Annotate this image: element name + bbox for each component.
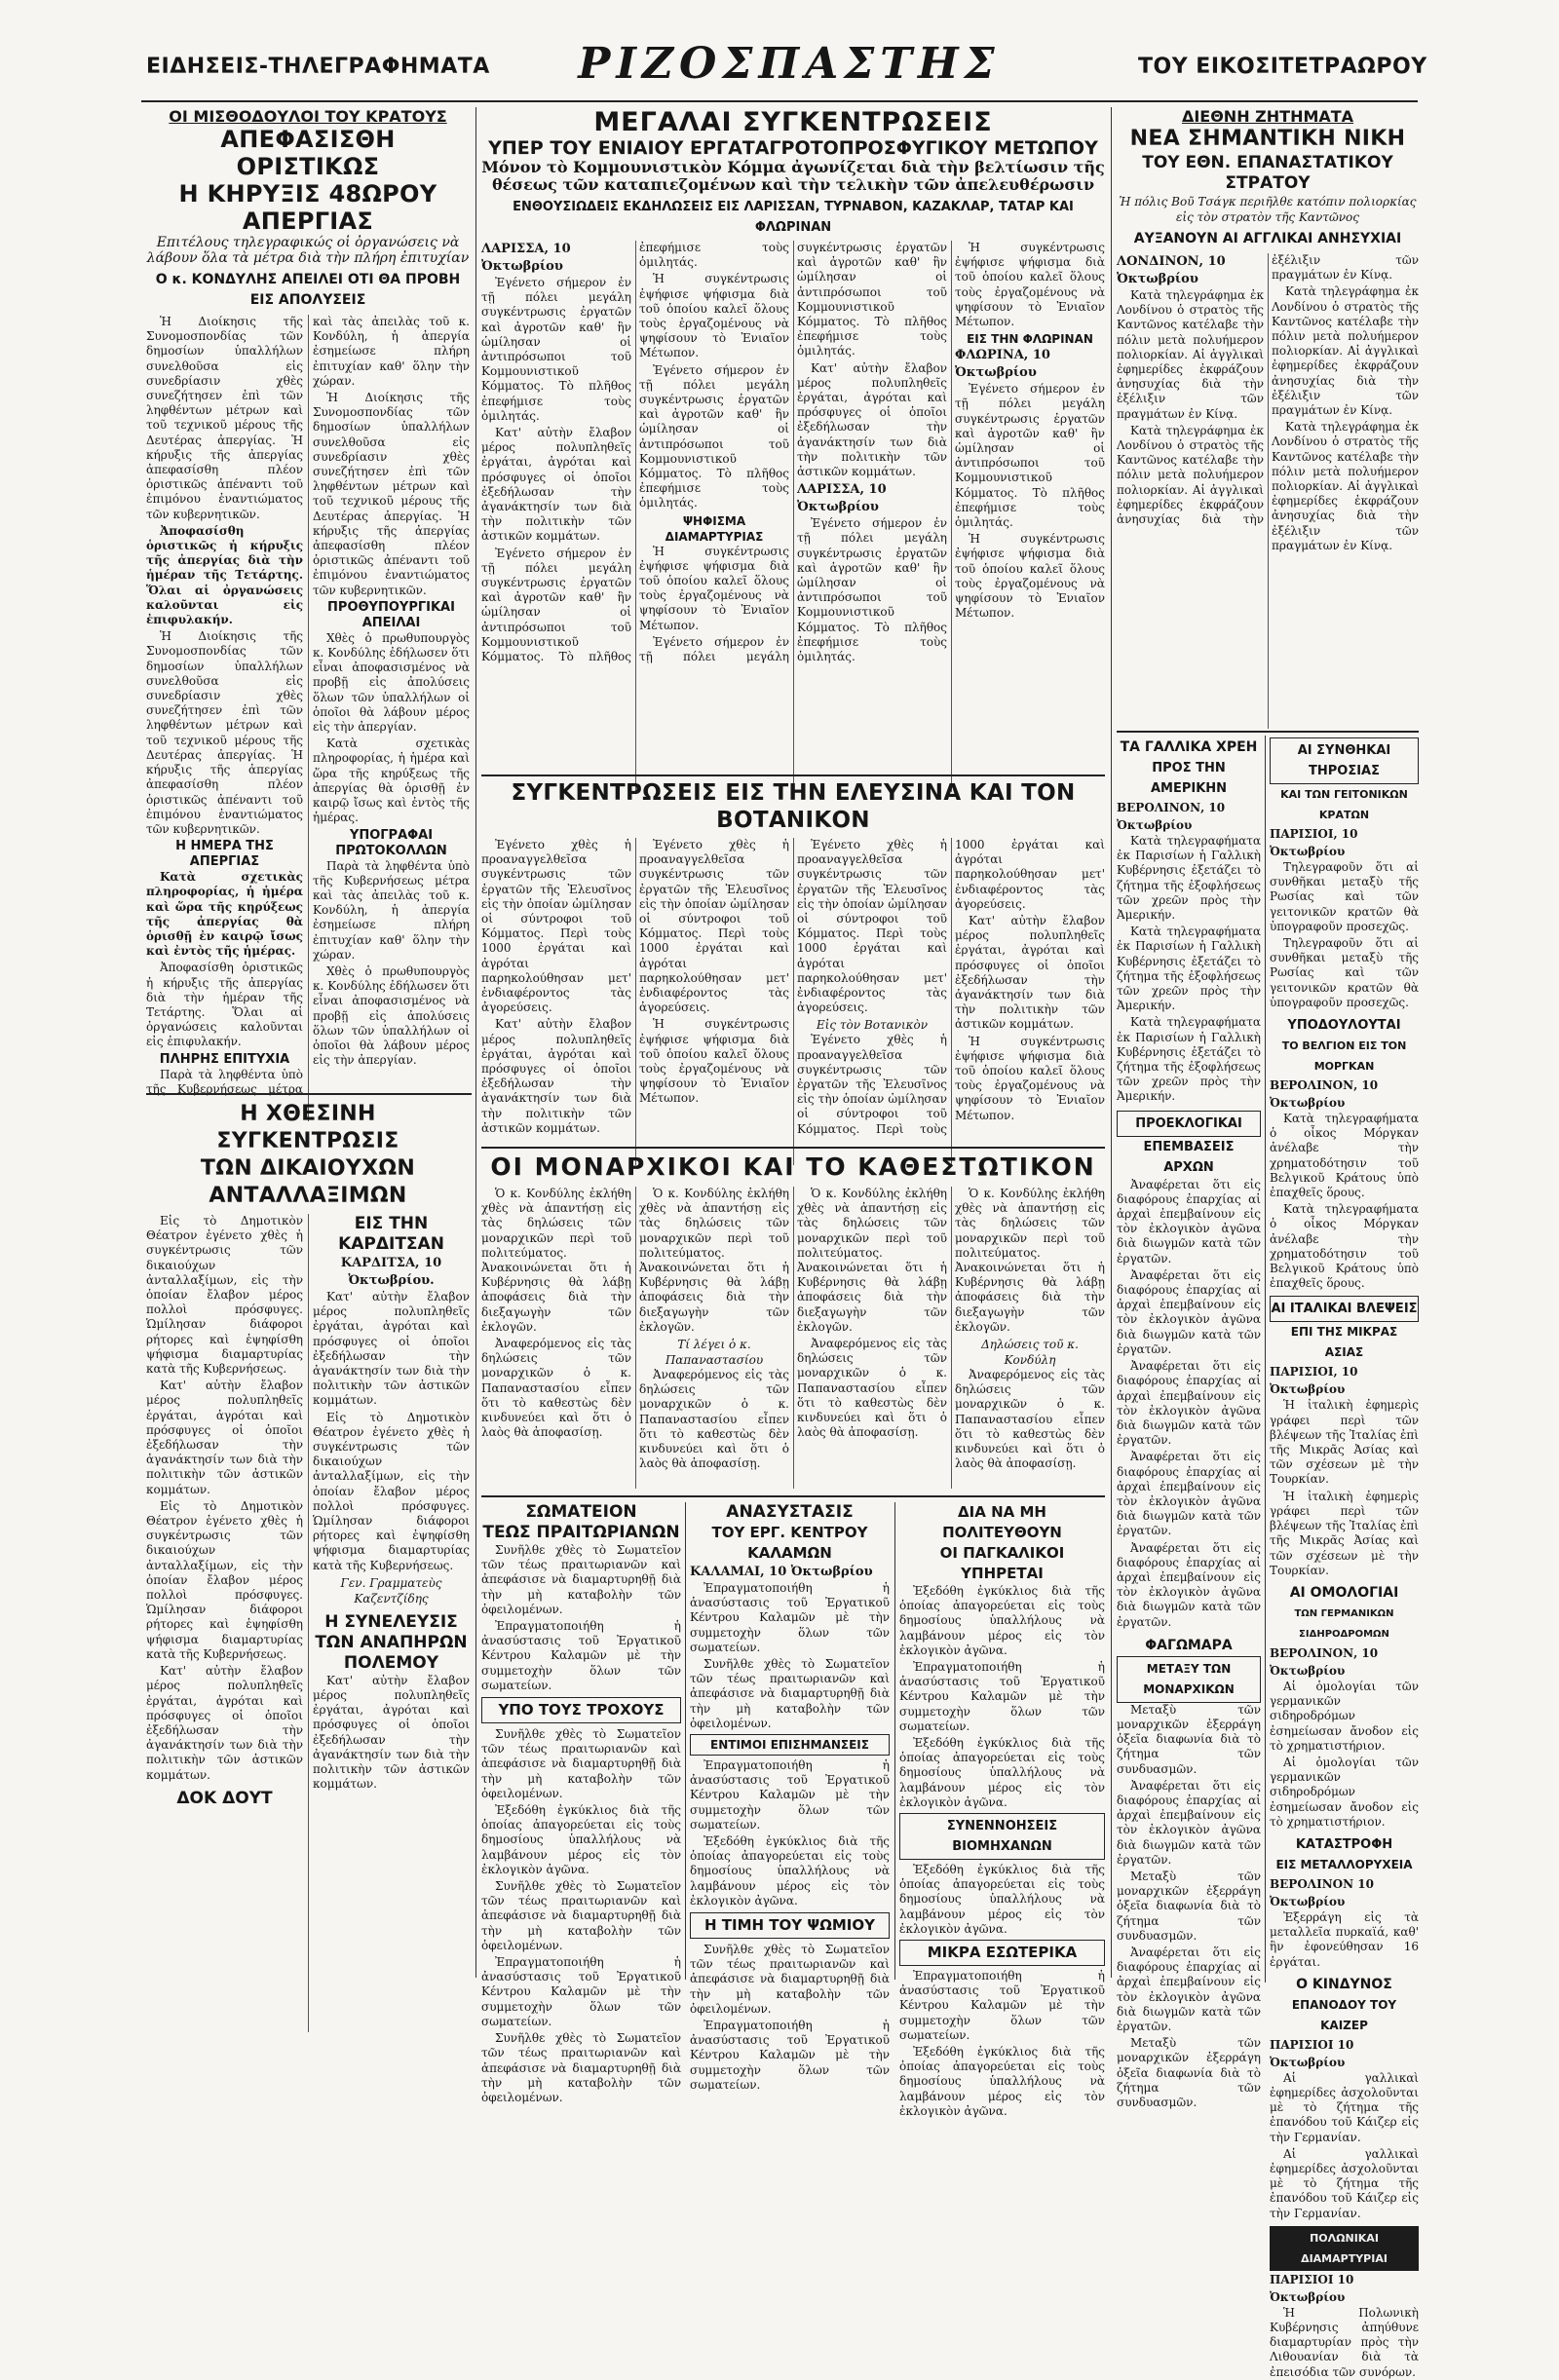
brief-headline-2: ΤΟ ΒΕΛΓΙΟΝ ΕΙΣ ΤΟΝ ΜΟΡΓΚΑΝ [1281,1039,1407,1074]
column-divider-1 [475,107,476,1978]
dateline: ΚΑΛΑΜΑΙ, 10 Ὀκτωβρίου [690,1565,873,1579]
paragraph: Κατ' αὐτὴν ἔλαβον μέρος πολυπληθεῖς ἐργάται, ἀγρόται καὶ πρόσφυγες οἱ ὁποῖοι ἐξεδήλωσαν τὴν ἀγανάκτησίν των διὰ τὴν πολιτικὴν τῶν ἀστικῶν κομμάτων. [146,1664,303,1782]
article-praetorians [481,1502,681,2104]
subarticle-headline: ΣΥΝΕΝΝΟΗΣΕΙΣ ΒΙΟΜΗΧΑΝΩΝ [899,1813,1105,1860]
article-kicker: ΔΙΕΘΝΗ ΖΗΤΗΜΑΤΑ [1181,107,1354,126]
article-eleusis [481,779,1105,1142]
paragraph: Κατ' αὐτὴν ἔλαβον μέρος πολυπληθεῖς ἐργάται, ἀγρόται καὶ πρόσφυγες οἱ ὁποῖοι ἐξεδήλωσαν τὴν ἀγανάκτησίν των διὰ τὴν πολιτικὴν τῶν ἀστικῶν κομμάτων. [146,1379,303,1496]
paragraph: Ἐπραγματοποιήθη ἡ ἀνασύστασις τοῦ Ἐργατικοῦ Κέντρου Καλαμῶν μὲ τὴν συμμετοχὴν ὅλων τῶν σωματείων. [690,2019,890,2092]
article-columns [481,1187,1105,1489]
paragraph: Ἡ συγκέντρωσις ἐψήφισε ψήφισμα διὰ τοῦ ὁποίου καλεῖ ὅλους τοὺς ἐργαζομένους νὰ ψηφίσουν τὸ Ἑνιαῖον Μέτωπον. [955,1034,1105,1122]
paragraph: Εἰς τὸ Δημοτικὸν Θέατρον ἐγένετο χθὲς ἡ συγκέντρωσις τῶν δικαιούχων ἀνταλλαξίμων, εἰς τὴν ὁποίαν ἔλαβον μέρος πολλοὶ πρόσφυγες. Ὡμίλησαν διάφοροι ρήτορες καὶ ἐψηφίσθη ψήφισμα διαμαρτυρίας κατὰ τῆς Κυβερνήσεως. [313,1410,470,1572]
paragraph: Συνῆλθε χθὲς τὸ Σωματεῖον τῶν τέως πραιτωριανῶν καὶ ἀπεφάσισε νὰ διαμαρτυρηθῇ διὰ τὴν μὴ καταβολὴν τῶν ὀφειλομένων. [690,1943,890,2016]
article-subhead: ΑΥΞΑΝΟΥΝ ΑΙ ΑΓΓΛΙΚΑΙ ΑΝΗΣΥΧΙΑΙ [1133,231,1402,246]
paragraph: Ἐγένετο σήμερον ἐν τῇ πόλει μεγάλη συγκέντρωσις ἐργατῶν καὶ ἀγροτῶν καθ' ἣν ὡμίλησαν οἱ ἀντιπρόσωποι τοῦ Κομμουνιστικοῦ Κόμματος. Τὸ πλῆθος ἐπεφήμισε τοὺς ὁμιλητάς. [481,241,789,664]
subarticle-headline: ΔΟΚ ΔΟΥΤ [176,1788,273,1808]
subarticle-headline: ΤΑ ΓΑΛΛΙΚΑ ΧΡΕΗ [1120,739,1258,755]
paragraph: Ἀναφέρεται ὅτι εἰς διαφόρους ἐπαρχίας αἱ ἀρχαὶ ἐπεμβαίνουν εἰς τὸν ἐκλογικὸν ἀγῶνα διὰ διωγμῶν κατὰ τῶν ἐργατῶν. [1117,1450,1261,1538]
paragraph: Ἡ Διοίκησις τῆς Συνομοσπονδίας τῶν δημοσίων ὑπαλλήλων συνελθοῦσα εἰς συνεδρίασιν χθὲς συνεζήτησεν ἐπὶ τῶν ληφθέντων μέτρων καὶ τοῦ τεχνικοῦ μέρους τῆς Δευτέρας ἀπεργίας. Ἡ κήρυξις τῆς ἀπεργίας ἀπεφασίσθη πλέον ὁριστικῶς ἀπέναντι τοῦ ἐπιμόνου ἐναντιώματος τῶν κυβερνητικῶν. [313,391,470,597]
paragraph: Ἀναφέρεται ὅτι εἰς διαφόρους ἐπαρχίας αἱ ἀρχαὶ ἐπεμβαίνουν εἰς τὸν ἐκλογικὸν ἀγῶνα διὰ διωγμῶν κατὰ τῶν ἐργατῶν. [1117,1267,1261,1356]
paragraph: Κατ' αὐτὴν ἔλαβον μέρος πολυπληθεῖς ἐργάται, ἀγρόται καὶ πρόσφυγες οἱ ὁποῖοι ἐξεδήλωσαν τὴν ἀγανάκτησίν των διὰ τὴν πολιτικὴν τῶν ἀστικῶν κομμάτων. [955,914,1105,1032]
article-headline: ΑΝΑΣΥΣΤΑΣΙΣ [726,1502,854,1522]
article-strike [146,107,470,1096]
brief-headline-2: ΚΑΙ ΤΩΝ ΓΕΙΤΟΝΙΚΩΝ ΚΡΑΤΩΝ [1280,788,1408,821]
paragraph: Κατ' αὐτὴν ἔλαβον μέρος πολυπληθεῖς ἐργάται, ἀγρόται καὶ πρόσφυγες οἱ ὁποῖοι ἐξεδήλωσαν τὴν ἀγανάκτησίν των διὰ τὴν πολιτικὴν τῶν ἀστικῶν κομμάτων. [313,1673,470,1792]
article-headline-2: ΤΟΥ ΕΡΓ. ΚΕΝΤΡΟΥ ΚΑΛΑΜΩΝ [711,1524,868,1562]
subheading: Εἰς τὸν Βοτανικὸν [816,1018,929,1033]
paragraph: Αἱ ὁμολογίαι τῶν γερμανικῶν σιδηροδρόμων ἐσημείωσαν ἄνοδον εἰς τὸ χρηματιστήριον. [1270,1679,1419,1753]
paragraph: Αἱ γαλλικαὶ ἐφημερίδες ἀσχολοῦνται μὲ τὸ ζήτημα τῆς ἐπανόδου τοῦ Κάιζερ εἰς τὴν Γερμανίαν. [1270,2070,1419,2144]
subheading: Τί λέγει ὁ κ. Παπαναστασίου [665,1338,764,1368]
brief-headline: ΑΙ ΟΜΟΛΟΓΙΑΙ [1289,1584,1399,1601]
paragraph: Ἀναφέρεται ὅτι εἰς διαφόρους ἐπαρχίας αἱ ἀρχαὶ ἐπεμβαίνουν εἰς τὸν ἐκλογικὸν ἀγῶνα διὰ διωγμῶν κατὰ τῶν ἐργατῶν. [1117,1540,1261,1629]
dateline: ΠΑΡΙΣΙΟΙ, 10 Ὀκτωβρίου [1270,827,1358,858]
article-headline: ΔΙΑ ΝΑ ΜΗ ΠΟΛΙΤΕΥΘΟΥΝ [942,1503,1062,1541]
paragraph: Ὁ κ. Κονδύλης ἐκλήθη χθὲς νὰ ἀπαντήσῃ εἰς τὰς δηλώσεις τῶν μοναρχικῶν περὶ τοῦ πολιτεύματος. Ἀνακοινώνεται ὅτι ἡ Κυβέρνησις θὰ λάβῃ ἀποφάσεις διὰ τὴν διεξαγωγὴν τῶν ἐκλογῶν. [481,1187,631,1334]
brief-headline: Ο ΚΙΝΔΥΝΟΣ [1296,1976,1392,1992]
article-deck: Ἡ πόλις Βοῦ Τσάγκ περιῆλθε κατόπιν πολιορκίας εἰς τὸν στρατὸν τῆς Καντῶνος [1119,195,1417,224]
divider [481,774,1105,776]
paragraph: Ἐπραγματοποιήθη ἡ ἀνασύστασις τοῦ Ἐργατικοῦ Κέντρου Καλαμῶν μὲ τὴν συμμετοχὴν ὅλων τῶν σωματείων. [690,1758,890,1832]
paragraph: Κατ' αὐτὴν ἔλαβον μέρος πολυπληθεῖς ἐργάται, ἀγρόται καὶ πρόσφυγες οἱ ὁποῖοι ἐξεδήλωσαν τὴν ἀγανάκτησίν των διὰ τὴν πολιτικὴν τῶν ἀστικῶν κομμάτων. [797,360,947,479]
article-headline-2: ΤΩΝ ΔΙΚΑΙΟΥΧΩΝ ΑΝΤΑΛΛΑΞΙΜΩΝ [200,1156,416,1208]
subarticle-headline-2: ΕΠΕΜΒΑΣΕΙΣ ΑΡΧΩΝ [1143,1139,1235,1175]
dateline: ΠΑΡΙΣΙΟΙ, 10 Ὀκτωβρίου [1270,1365,1358,1397]
paragraph: Κατ' αὐτὴν ἔλαβον μέρος πολυπληθεῖς ἐργάται, ἀγρόται καὶ πρόσφυγες οἱ ὁποῖοι ἐξεδήλωσαν τὴν ἀγανάκτησίν των διὰ τὴν πολιτικὴν τῶν ἀστικῶν κομμάτων. [481,426,631,544]
dateline: ΠΑΡΙΣΙΟΙ 10 Ὀκτωβρίου [1270,2037,1354,2069]
brief-headline: ΑΙ ΣΥΝΘΗΚΑΙ ΤΗΡΟΣΙΑΣ [1270,737,1419,784]
paragraph: Εἰς τὸ Δημοτικὸν Θέατρον ἐγένετο χθὲς ἡ συγκέντρωσις τῶν δικαιούχων ἀνταλλαξίμων, εἰς τὴν ὁποίαν ἔλαβον μέρος πολλοὶ πρόσφυγες. Ὡμίλησαν διάφοροι ρήτορες καὶ ἐψηφίσθη ψήφισμα διαμαρτυρίας κατὰ τῆς Κυβερνήσεως. [146,1498,303,1661]
paragraph: Χθὲς ὁ πρωθυπουργὸς κ. Κονδύλης ἐδήλωσεν ὅτι εἶναι ἀποφασισμένος νὰ προβῇ εἰς ἀπολύσεις ὅλων τῶν ὑπαλλήλων οἱ ὁποῖοι θὰ λάβουν μέρος εἰς τὴν ἀπεργίαν. [313,630,470,735]
dateline: ΒΕΡΟΛΙΝΟΝ 10 Ὀκτωβρίου [1270,1876,1374,1908]
dateline: ΚΑΡΔΙΤΣΑ, 10 Ὀκτωβρίου. [340,1256,442,1288]
paragraph: Ἐπραγματοποιήθη ἡ ἀνασύστασις τοῦ Ἐργατικοῦ Κέντρου Καλαμῶν μὲ τὴν συμμετοχὴν ὅλων τῶν σωματείων. [899,1969,1105,2042]
article-exchangeables [146,1101,470,1983]
signature: Γεν. Γραμματεὺς Καζεντζίδης [340,1575,442,1606]
paragraph: Ἀναφέρεται ὅτι εἰς διαφόρους ἐπαρχίας αἱ ἀρχαὶ ἐπεμβαίνουν εἰς τὸν ἐκλογικὸν ἀγῶνα διὰ διωγμῶν κατὰ τῶν ἐργατῶν. [1117,1359,1261,1448]
subarticle-headline: ΠΡΟΕΚΛΟΓΙΚΑΙ [1117,1111,1261,1137]
paragraph: Κατὰ τηλεγραφήματα ὁ οἶκος Μόργκαν ἀνέλαβε τὴν χρηματοδότησιν τοῦ Βελγικοῦ Κράτους ὑπὸ ἐπαχθεῖς ὅρους. [1270,1112,1419,1200]
paragraph: Ἐγένετο χθὲς ἡ προαναγγελθεῖσα συγκέντρωσις τῶν ἐργατῶν τῆς Ἐλευσῖνος εἰς τὴν ὁποίαν ὡμίλησαν οἱ σύντροφοι τοῦ Κόμματος. Περὶ τοὺς 1000 ἐργάται καὶ ἀγρόται παρηκολούθησαν μετ' ἐνδιαφέροντος τὰς ἀγορεύσεις. [481,838,631,1015]
paragraph: Ἀναφέρεται ὅτι εἰς διαφόρους ἐπαρχίας αἱ ἀρχαὶ ἐπεμβαίνουν εἰς τὸν ἐκλογικὸν ἀγῶνα διὰ διωγμῶν κατὰ τῶν ἐργατῶν. [1117,1177,1261,1266]
paragraph: Μεταξὺ τῶν μοναρχικῶν ἐξερράγη ὀξεῖα διαφωνία διὰ τὸ ζήτημα τῶν συνδυασμῶν. [1117,1702,1261,1776]
paragraph: Ὁ κ. Κονδύλης ἐκλήθη χθὲς νὰ ἀπαντήσῃ εἰς τὰς δηλώσεις τῶν μοναρχικῶν περὶ τοῦ πολιτεύματος. Ἀνακοινώνεται ὅτι ἡ Κυβέρνησις θὰ λάβῃ ἀποφάσεις διὰ τὴν διεξαγωγὴν τῶν ἐκλογῶν. [797,1187,947,1334]
subarticle-headline-2: ΜΕΤΑΞΥ ΤΩΝ ΜΟΝΑΡΧΙΚΩΝ [1117,1656,1261,1703]
dateline: ΛΟΝΔΙΝΟΝ, 10 Ὀκτωβρίου [1117,254,1226,286]
article-columns [146,315,470,1121]
subheading: ΠΡΟΘΥΠΟΥΡΓΙΚΑΙ ΑΠΕΙΛΑΙ [327,599,455,630]
subarticle-headline: Η ΣΥΝΕΛΕΥΣΙΣ [324,1611,458,1632]
dateline: ΒΕΡΟΛΙΝΟΝ, 10 Ὀκτωβρίου [1117,801,1226,832]
paragraph: Ἐπραγματοποιήθη ἡ ἀνασύστασις τοῦ Ἐργατικοῦ Κέντρου Καλαμῶν μὲ τὴν συμμετοχὴν ὅλων τῶν σωματείων. [899,1660,1105,1733]
paragraph: Ἡ Διοίκησις τῆς Συνομοσπονδίας τῶν δημοσίων ὑπαλλήλων συνελθοῦσα εἰς συνεδρίασιν χθὲς συνεζήτησεν ἐπὶ τῶν ληφθέντων μέτρων καὶ τοῦ τεχνικοῦ μέρους τῆς Δευτέρας ἀπεργίας. Ἡ κήρυξις τῆς ἀπεργίας ἀπεφασίσθη πλέον ὁριστικῶς ἀπέναντι τοῦ ἐπιμόνου ἐναντιώματος τῶν κυβερνητικῶν. [146,315,303,521]
paragraph: Ἐγένετο σήμερον ἐν τῇ πόλει μεγάλη συγκέντρωσις ἐργατῶν καὶ ἀγροτῶν καθ' ἣν ὡμίλησαν οἱ ἀντιπρόσωποι τοῦ Κομμουνιστικοῦ Κόμματος. Τὸ πλῆθος ἐπεφήμισε τοὺς ὁμιλητάς. [639,362,789,510]
subheading: ΨΗΦΙΣΜΑ ΔΙΑΜΑΡΤΥΡΙΑΣ [665,513,764,544]
article-headline-2: ΤΕΩΣ ΠΡΑΙΤΩΡΙΑΝΩΝ [482,1523,680,1542]
paragraph: Ἀναφερόμενος εἰς τὰς δηλώσεις τῶν μοναρχικῶν ὁ κ. Παπαναστασίου εἶπεν ὅτι τὸ καθεστὼς δὲν κινδυνεύει καὶ ὅτι ὁ λαὸς θὰ ἀποφασίσῃ. [797,1337,947,1440]
brief-headline: ΠΟΛΩΝΙΚΑΙ ΔΙΑΜΑΡΤΥΡΙΑΙ [1270,2226,1419,2271]
subheading: ΕΙΣ ΤΗΝ ΦΛΩΡΙΝΑΝ [967,332,1093,347]
subheading: Η ΗΜΕΡΑ ΤΗΣ ΑΠΕΡΓΙΑΣ [175,839,274,870]
article-headline: ΜΕΓΑΛΑΙ ΣΥΓΚΕΝΤΡΩΣΕΙΣ [593,107,993,137]
paragraph: Ἐξεδόθη ἐγκύκλιος διὰ τῆς ὁποίας ἀπαγορεύεται εἰς τοὺς δημοσίους ὑπαλλήλους νὰ λαμβάνουν μέρος εἰς τὸν ἐκλογικὸν ἀγῶνα. [899,1584,1105,1657]
paragraph: Ἡ συγκέντρωσις ἐψήφισε ψήφισμα διὰ τοῦ ὁποίου καλεῖ ὅλους τοὺς ἐργαζομένους νὰ ψηφίσουν τὸ Ἑνιαῖον Μέτωπον. [639,1017,789,1106]
paragraph: Ἐγένετο σήμερον ἐν τῇ πόλει μεγάλη συγκέντρωσις ἐργατῶν καὶ ἀγροτῶν καθ' ἣν ὡμίλησαν οἱ ἀντιπρόσωποι τοῦ Κομμουνιστικοῦ Κόμματος. Τὸ πλῆθος ἐπεφήμισε τοὺς ὁμιλητάς. [955,382,1105,530]
column-divider [685,1502,686,1980]
article-china [1117,107,1419,726]
paragraph: Χθὲς ὁ πρωθυπουργὸς κ. Κονδύλης ἐδήλωσεν ὅτι εἶναι ἀποφασισμένος νὰ προβῇ εἰς ἀπολύσεις ὅλων τῶν ὑπαλλήλων οἱ ὁποῖοι θὰ λάβουν μέρος εἰς τὴν ἀπεργίαν. [313,963,470,1068]
paragraph: Ἐγένετο χθὲς ἡ προαναγγελθεῖσα συγκέντρωσις τῶν ἐργατῶν τῆς Ἐλευσῖνος εἰς τὴν ὁποίαν ὡμίλησαν οἱ σύντροφοι τοῦ Κόμματος. Περὶ τοὺς 1000 ἐργάται καὶ ἀγρόται παρηκολούθησαν μετ' ἐνδιαφέροντος τὰς ἀγορεύσεις. [797,838,947,1015]
subarticle-headline: ΜΙΚΡΑ ΕΣΩΤΕΡΙΚΑ [899,1940,1105,1966]
paragraph: Κατὰ τηλεγραφήματα ἐκ Παρισίων ἡ Γαλλικὴ Κυβέρνησις ἐξετάζει τὸ ζήτημα τῆς ἐξοφλήσεως τῶν χρεῶν πρὸς τὴν Ἀμερικήν. [1117,834,1261,923]
article-monarchists [481,1152,1105,1491]
paragraph: Ἐξεδόθη ἐγκύκλιος διὰ τῆς ὁποίας ἀπαγορεύεται εἰς τοὺς δημοσίους ὑπαλλήλους νὰ λαμβάνουν μέρος εἰς τὸν ἐκλογικὸν ἀγῶνα. [481,1803,681,1876]
paragraph: Αἱ ὁμολογίαι τῶν γερμανικῶν σιδηροδρόμων ἐσημείωσαν ἄνοδον εἰς τὸ χρηματιστήριον. [1270,1755,1419,1829]
column-divider-2 [1111,107,1112,1978]
paragraph: Ἐξεδόθη ἐγκύκλιος διὰ τῆς ὁποίας ἀπαγορεύεται εἰς τοὺς δημοσίους ὑπαλλήλους νὰ λαμβάνουν μέρος εἰς τὸν ἐκλογικὸν ἀγῶνα. [690,1834,890,1908]
paragraph: Ἀναφερόμενος εἰς τὰς δηλώσεις τῶν μοναρχικῶν ὁ κ. Παπαναστασίου εἶπεν ὅτι τὸ καθεστὼς δὲν κινδυνεύει καὶ ὅτι ὁ λαὸς θὰ ἀποφασίσῃ. [955,1368,1105,1471]
paragraph: Συνῆλθε χθὲς τὸ Σωματεῖον τῶν τέως πραιτωριανῶν καὶ ἀπεφάσισε νὰ διαμαρτυρηθῇ διὰ τὴν μὴ καταβολὴν τῶν ὀφειλομένων. [481,1543,681,1616]
paragraph: Εἰς τὸ Δημοτικὸν Θέατρον ἐγένετο χθὲς ἡ συγκέντρωσις τῶν δικαιούχων ἀνταλλαξίμων, εἰς τὴν ὁποίαν ἔλαβον μέρος πολλοὶ πρόσφυγες. Ὡμίλησαν διάφοροι ρήτορες καὶ ἐψηφίσθη ψήφισμα διαμαρτυρίας κατὰ τῆς Κυβερνήσεως. [146,1214,303,1377]
paragraph: Ἐξεδόθη ἐγκύκλιος διὰ τῆς ὁποίας ἀπαγορεύεται εἰς τοὺς δημοσίους ὑπαλλήλους νὰ λαμβάνουν μέρος εἰς τὸν ἐκλογικὸν ἀγῶνα. [899,2045,1105,2118]
article-headline: ΑΠΕΦΑΣΙΣΘΗ ΟΡΙΣΤΙΚΩΣ [220,126,396,180]
article-headline: ΝΕΑ ΣΗΜΑΝΤΙΚΗ ΝΙΚΗ [1129,127,1406,151]
paragraph: Ἐγένετο σήμερον ἐν τῇ πόλει μεγάλη συγκέντρωσις ἐργατῶν καὶ ἀγροτῶν καθ' ἣν ὡμίλησαν οἱ ἀντιπρόσωποι τοῦ Κομμουνιστικοῦ Κόμματος. Τὸ πλῆθος ἐπεφήμισε τοὺς ὁμιλητάς. [481,276,631,423]
paragraph: Ἀναφέρεται ὅτι εἰς διαφόρους ἐπαρχίας αἱ ἀρχαὶ ἐπεμβαίνουν εἰς τὸν ἐκλογικὸν ἀγῶνα διὰ διωγμῶν κατὰ τῶν ἐργατῶν. [1117,1946,1261,2034]
paragraph: Ἡ ἰταλικὴ ἐφημερὶς γράφει περὶ τῶν βλέψεων τῆς Ἰταλίας ἐπὶ τῆς Μικρᾶς Ἀσίας καὶ τῶν σχέσεων μὲ τὴν Τουρκίαν. [1270,1489,1419,1577]
paragraph: Ὁ κ. Κονδύλης ἐκλήθη χθὲς νὰ ἀπαντήσῃ εἰς τὰς δηλώσεις τῶν μοναρχικῶν περὶ τοῦ πολιτεύματος. Ἀνακοινώνεται ὅτι ἡ Κυβέρνησις θὰ λάβῃ ἀποφάσεις διὰ τὴν διεξαγωγὴν τῶν ἐκλογῶν. [639,1187,789,1334]
brief-headline: ΑΙ ΙΤΑΛΙΚΑΙ ΒΛΕΨΕΙΣ [1270,1296,1419,1322]
paragraph: Κατὰ τηλεγράφημα ἐκ Λονδίνου ὁ στρατὸς τῆς Καντῶνος κατέλαβε τὴν πόλιν μετὰ πολυήμερον πολιορκίαν. Αἱ ἀγγλικαὶ ἐφημερίδες ἐκφράζουν ἀνησυχίας διὰ τὴν ἐξέλιξιν τῶν πραγμάτων ἐν Κίνᾳ. [1272,284,1419,418]
subarticle-headline-2: ΤΩΝ ΑΝΑΠΗΡΩΝ ΠΟΛΕΜΟΥ [315,1632,468,1673]
paragraph: Ἡ ἰταλικὴ ἐφημερὶς γράφει περὶ τῶν βλέψεων τῆς Ἰταλίας ἐπὶ τῆς Μικρᾶς Ἀσίας καὶ τῶν σχέσεων μὲ τὴν Τουρκίαν. [1270,1398,1419,1487]
paragraph: Ἀποφασίσθη ὁριστικῶς ἡ κήρυξις τῆς ἀπεργίας διὰ τὴν ἡμέραν τῆς Τετάρτης. Ὅλαι αἱ ὀργανώσεις καλοῦνται εἰς ἐπιφυλακήν. [146,961,303,1049]
paragraph: Μεταξὺ τῶν μοναρχικῶν ἐξερράγη ὀξεῖα διαφωνία διὰ τὸ ζήτημα τῶν συνδυασμῶν. [1117,1869,1261,1943]
col4-briefs [1270,737,1419,2379]
dateline: ΦΛΩΡΙΝΑ, 10 Ὀκτωβρίου [955,348,1050,381]
paragraph: Κατ' αὐτὴν ἔλαβον μέρος πολυπληθεῖς ἐργάται, ἀγρόται καὶ πρόσφυγες οἱ ὁποῖοι ἐξεδήλωσαν τὴν ἀγανάκτησίν των διὰ τὴν πολιτικὴν τῶν ἀστικῶν κομμάτων. [313,1290,470,1408]
masthead-rule [141,100,1418,102]
article-columns [1117,253,1419,729]
column-divider [1265,736,1266,1983]
subheading: ΠΛΗΡΗΣ ΕΠΙΤΥΧΙΑ [159,1051,290,1067]
section-title-left: ΕΙΔΗΣΕΙΣ-ΤΗΛΕΓΡΑΦΗΜΑΤΑ [146,55,490,79]
article-deck: Μόνον τὸ Κομμουνιστικὸν Κόμμα ἀγωνίζεται διὰ τὴν βελτίωσιν τῆς θέσεως τῶν καταπιεζομένων καὶ τὴν τελικὴν τῶν ἀπελευθέρωσιν [481,158,1105,194]
col3-lower [1117,737,1261,2110]
brief-headline-2: ΕΠΑΝΟΔΟΥ ΤΟΥ ΚΑΙΖΕΡ [1291,1997,1397,2032]
article-headline-2: ΥΠΕΡ ΤΟΥ ΕΝΙΑΙΟΥ ΕΡΓΑΤΑΓΡΟΤΟΠΡΟΣΦΥΓΙΚΟΥ ΜΕΤΩΠΟΥ [488,137,1098,159]
paragraph: Ἐγένετο χθὲς ἡ προαναγγελθεῖσα συγκέντρωσις τῶν ἐργατῶν τῆς Ἐλευσῖνος εἰς τὴν ὁποίαν ὡμίλησαν οἱ σύντροφοι τοῦ Κόμματος. Περὶ τοὺς 1000 ἐργάται καὶ ἀγρόται παρηκολούθησαν μετ' ἐνδιαφέροντος τὰς ἀγορεύσεις. [639,838,789,1015]
brief-headline-2: ΕΠΙ ΤΗΣ ΜΙΚΡΑΣ ΑΣΙΑΣ [1290,1325,1398,1360]
paragraph: Ἐγένετο χθὲς ἡ προαναγγελθεῖσα συγκέντρωσις τῶν ἐργατῶν τῆς Ἐλευσῖνος εἰς τὴν ὁποίαν ὡμίλησαν οἱ σύντροφοι τοῦ Κόμματος. Περὶ τοὺς 1000 ἐργάται καὶ ἀγρόται παρηκολούθησαν μετ' ἐνδιαφέροντος τὰς ἀγορεύσεις. [797,838,1105,1136]
paragraph: Τηλεγραφοῦν ὅτι αἱ συνθῆκαι μεταξὺ τῆς Ρωσίας καὶ τῶν γειτονικῶν κρατῶν θὰ ὑπογραφοῦν προσεχῶς. [1270,936,1419,1009]
paragraph: Ἀναφέρεται ὅτι εἰς διαφόρους ἐπαρχίας αἱ ἀρχαὶ ἐπεμβαίνουν εἰς τὸν ἐκλογικὸν ἀγῶνα διὰ διωγμῶν κατὰ τῶν ἐργατῶν. [1117,1778,1261,1867]
paragraph: Συνῆλθε χθὲς τὸ Σωματεῖον τῶν τέως πραιτωριανῶν καὶ ἀπεφάσισε νὰ διαμαρτυρηθῇ διὰ τὴν μὴ καταβολὴν τῶν ὀφειλομένων. [481,1879,681,1952]
divider [1117,731,1419,733]
paragraph: Ὁ κ. Κονδύλης ἐκλήθη χθὲς νὰ ἀπαντήσῃ εἰς τὰς δηλώσεις τῶν μοναρχικῶν περὶ τοῦ πολιτεύματος. Ἀνακοινώνεται ὅτι ἡ Κυβέρνησις θὰ λάβῃ ἀποφάσεις διὰ τὴν διεξαγωγὴν τῶν ἐκλογῶν. [955,1187,1105,1334]
paragraph: Ἐξεδόθη ἐγκύκλιος διὰ τῆς ὁποίας ἀπαγορεύεται εἰς τοὺς δημοσίους ὑπαλλήλους νὰ λαμβάνουν μέρος εἰς τὸν ἐκλογικὸν ἀγῶνα. [899,1736,1105,1809]
newspaper-title: ΡΙΖΟΣΠΑΣΤΗΣ [578,39,1001,89]
paragraph: Ἐξεδόθη ἐγκύκλιος διὰ τῆς ὁποίας ἀπαγορεύεται εἰς τοὺς δημοσίους ὑπαλλήλους νὰ λαμβάνουν μέρος εἰς τὸν ἐκλογικὸν ἀγῶνα. [899,1863,1105,1936]
paragraph: Ἐπραγματοποιήθη ἡ ἀνασύστασις τοῦ Ἐργατικοῦ Κέντρου Καλαμῶν μὲ τὴν συμμετοχὴν ὅλων τῶν σωματείων. [481,1619,681,1692]
paragraph: Ἡ συγκέντρωσις ἐψήφισε ψήφισμα διὰ τοῦ ὁποίου καλεῖ ὅλους τοὺς ἐργαζομένους νὰ ψηφίσουν τὸ Ἑνιαῖον Μέτωπον. [955,241,1105,329]
paragraph: Συνῆλθε χθὲς τὸ Σωματεῖον τῶν τέως πραιτωριανῶν καὶ ἀπεφάσισε νὰ διαμαρτυρηθῇ διὰ τὴν μὴ καταβολὴν τῶν ὀφειλομένων. [690,1657,890,1730]
paragraph: Ἐπραγματοποιήθη ἡ ἀνασύστασις τοῦ Ἐργατικοῦ Κέντρου Καλαμῶν μὲ τὴν συμμετοχὴν ὅλων τῶν σωματείων. [690,1581,890,1654]
brief-headline-2: ΕΙΣ ΜΕΤΑΛΛΟΡΥΧΕΙΑ [1275,1857,1413,1871]
dateline: ΛΑΡΙΣΣΑ, 10 Ὀκτωβρίου [797,482,887,515]
paragraph: Ἡ συγκέντρωσις ἐψήφισε ψήφισμα διὰ τοῦ ὁποίου καλεῖ ὅλους τοὺς ἐργαζομένους νὰ ψηφίσουν τὸ Ἑνιαῖον Μέτωπον. [639,272,789,360]
paragraph: Τηλεγραφοῦν ὅτι αἱ συνθῆκαι μεταξὺ τῆς Ρωσίας καὶ τῶν γειτονικῶν κρατῶν θὰ ὑπογραφοῦν προσεχῶς. [1270,860,1419,933]
paragraph: Ἐγένετο σήμερον ἐν τῇ πόλει μεγάλη συγκέντρωσις ἐργατῶν καὶ ἀγροτῶν καθ' ἣν ὡμίλησαν οἱ ἀντιπρόσωποι τοῦ Κομμουνιστικοῦ Κόμματος. Τὸ πλῆθος ἐπεφήμισε τοὺς ὁμιλητάς. [797,516,947,664]
paragraph: Ἡ Διοίκησις τῆς Συνομοσπονδίας τῶν δημοσίων ὑπαλλήλων συνελθοῦσα εἰς συνεδρίασιν χθὲς συνεζήτησεν ἐπὶ τῶν ληφθέντων μέτρων καὶ τοῦ τεχνικοῦ μέρους τῆς Δευτέρας ἀπεργίας. Ἡ κήρυξις τῆς ἀπεργίας ἀπεφασίσθη πλέον ὁριστικῶς ἀπέναντι τοῦ ἐπιμόνου ἐναντιώματος τῶν κυβερνητικῶν. [146,629,303,836]
subheading: ΕΝΤΙΜΟΙ ΕΠΙΣΗΜΑΝΣΕΙΣ [690,1734,890,1756]
paragraph: Ἐπραγματοποιήθη ἡ ἀνασύστασις τοῦ Ἐργατικοῦ Κέντρου Καλαμῶν μὲ τὴν συμμετοχὴν ὅλων τῶν σωματείων. [481,1955,681,2028]
brief-headline-2: ΤΩΝ ΓΕΡΜΑΝΙΚΩΝ ΣΙΔΗΡΟΔΡΟΜΩΝ [1294,1607,1394,1640]
divider [146,1093,472,1095]
subarticle-headline: ΥΠΟ ΤΟΥΣ ΤΡΟΧΟΥΣ [481,1697,681,1723]
article-headline: ΣΥΓΚΕΝΤΡΩΣΕΙΣ ΕΙΣ ΤΗΝ ΕΛΕΥΣΙΝΑ ΚΑΙ ΤΟΝ ΒΟΤΑΝΙΚΟΝ [511,780,1076,833]
paragraph: Ἐγένετο σήμερον ἐν τῇ πόλει μεγάλη συγκέντρωσις ἐργατῶν καὶ ἀγροτῶν καθ' ἣν ὡμίλησαν οἱ ἀντιπρόσωποι τοῦ Κομμουνιστικοῦ Κόμματος. Τὸ πλῆθος ἐπεφήμισε τοὺς ὁμιλητάς. [639,241,947,664]
divider [481,1147,1105,1149]
divider [481,1495,1105,1497]
article-headline: ΣΩΜΑΤΕΙΟΝ [525,1502,637,1522]
article-headline-2: ΟΙ ΠΑΓΚΑΛΙΚΟΙ ΥΠΗΡΕΤΑΙ [939,1544,1065,1582]
paragraph: Κατὰ σχετικὰς πληροφορίας, ἡ ἡμέρα καὶ ὥρα τῆς κηρύξεως τῆς ἀπεργίας θὰ ὁρισθῇ ἐν καιρῷ ἴσως καὶ ἐντὸς τῆς ἡμέρας. [313,737,470,825]
paragraph: Ἡ Πολωνικὴ Κυβέρνησις ἀπηύθυνε διαμαρτυρίαν πρὸς τὴν Λιθουανίαν διὰ τὰ ἐπεισόδια τῶν συνόρων. [1270,2305,1419,2379]
dateline: ΒΕΡΟΛΙΝΟΝ, 10 Ὀκτωβρίου [1270,1078,1379,1111]
dateline: ΒΕΡΟΛΙΝΟΝ, 10 Ὀκτωβρίου [1270,1645,1379,1678]
subarticle-headline: ΦΑΓΩΜΑΡΑ [1145,1637,1233,1653]
article-headline-2: ΤΟΥ ΕΘΝ. ΕΠΑΝΑΣΤΑΤΙΚΟΥ ΣΤΡΑΤΟΥ [1142,153,1393,193]
paragraph: Ἀναφερόμενος εἰς τὰς δηλώσεις τῶν μοναρχικῶν ὁ κ. Παπαναστασίου εἶπεν ὅτι τὸ καθεστὼς δὲν κινδυνεύει καὶ ὅτι ὁ λαὸς θὰ ἀποφασίσῃ. [481,1337,631,1440]
paragraph: Κατὰ τηλεγράφημα ἐκ Λονδίνου ὁ στρατὸς τῆς Καντῶνος κατέλαβε τὴν πόλιν μετὰ πολυήμερον πολιορκίαν. Αἱ ἀγγλικαὶ ἐφημερίδες ἐκφράζουν ἀνησυχίας διὰ τὴν ἐξέλιξιν τῶν πραγμάτων ἐν Κίνᾳ. [1117,253,1419,527]
paragraph: Κατὰ τηλεγράφημα ἐκ Λονδίνου ὁ στρατὸς τῆς Καντῶνος κατέλαβε τὴν πόλιν μετὰ πολυήμερον πολιορκίαν. Αἱ ἀγγλικαὶ ἐφημερίδες ἐκφράζουν ἀνησυχίας διὰ τὴν ἐξέλιξιν τῶν πραγμάτων ἐν Κίνᾳ. [1117,288,1264,421]
paragraph: Κατὰ σχετικὰς πληροφορίας, ἡ ἡμέρα καὶ ὥρα τῆς κηρύξεως τῆς ἀπεργίας θὰ ὁρισθῇ ἐν καιρῷ ἴσως καὶ ἐντὸς τῆς ἡμέρας. [146,870,303,959]
brief-headline: ΥΠΟΔΟΥΛΟΥΤΑΙ [1287,1018,1401,1034]
article-kicker: ΟΙ ΜΙΣΘΟΔΟΥΛΟΙ ΤΟΥ ΚΡΑΤΟΥΣ [169,107,447,126]
subheading: ΥΠΟΓΡΑΦΑΙ ΠΡΩΤΟΚΟΛΛΩΝ [335,827,447,858]
dateline: ΛΑΡΙΣΣΑ, 10 Ὀκτωβρίου [481,242,571,274]
paragraph: Συνῆλθε χθὲς τὸ Σωματεῖον τῶν τέως πραιτωριανῶν καὶ ἀπεφάσισε νὰ διαμαρτυρηθῇ διὰ τὴν μὴ καταβολὴν τῶν ὀφειλομένων. [481,1727,681,1800]
article-headline-2: Η ΚΗΡΥΞΙΣ 48ΩΡΟΥ ΑΠΕΡΓΙΑΣ [178,180,437,235]
article-columns [481,838,1105,1165]
paragraph: Κατὰ τηλεγράφημα ἐκ Λονδίνου ὁ στρατὸς τῆς Καντῶνος κατέλαβε τὴν πόλιν μετὰ πολυήμερον πολιορκίαν. Αἱ ἀγγλικαὶ ἐφημερίδες ἐκφράζουν ἀνησυχίας διὰ τὴν ἐξέλιξιν τῶν πραγμάτων ἐν Κίνᾳ. [1272,420,1419,552]
paragraph: Ἀποφασίσθη ὁριστικῶς ἡ κήρυξις τῆς ἀπεργίας διὰ τὴν ἡμέραν τῆς Τετάρτης. Ὅλαι αἱ ὀργανώσεις καλοῦνται εἰς ἐπιφυλακήν. [146,523,303,627]
paragraph: Ἡ συγκέντρωσις ἐψήφισε ψήφισμα διὰ τοῦ ὁποίου καλεῖ ὅλους τοὺς ἐργαζομένους νὰ ψηφίσουν τὸ Ἑνιαῖον Μέτωπον. [639,544,789,632]
article-columns [146,1214,470,2032]
article-columns [481,241,1105,792]
paragraph: Κατὰ τηλεγραφήματα ἐκ Παρισίων ἡ Γαλλικὴ Κυβέρνησις ἐξετάζει τὸ ζήτημα τῆς ἐξοφλήσεως τῶν χρεῶν πρὸς τὴν Ἀμερικήν. [1117,925,1261,1013]
dateline: ΠΑΡΙΣΙΟΙ 10 Ὀκτωβρίου [1270,2272,1354,2304]
brief-headline: ΚΑΤΑΣΤΡΟΦΗ [1295,1836,1393,1852]
paragraph: Παρὰ τὰ ληφθέντα ὑπὸ τῆς Κυβερνήσεως μέτρα καὶ τὰς ἀπειλὰς τοῦ κ. Κονδύλη, ἡ ἀπεργία ἐσημείωσε πλήρη ἐπιτυχίαν καθ' ὅλην τὴν χώραν. [146,315,470,1096]
subarticle-headline: Η ΤΙΜΗ ΤΟΥ ΨΩΜΙΟΥ [690,1912,890,1939]
masthead [0,39,1559,97]
article-kalamata [690,1502,890,2092]
article-pangalos [899,1502,1105,2118]
paragraph: Συνῆλθε χθὲς τὸ Σωματεῖον τῶν τέως πραιτωριανῶν καὶ ἀπεφάσισε νὰ διαμαρτυρηθῇ διὰ τὴν μὴ καταβολὴν τῶν ὀφειλομένων. [481,2031,681,2104]
article-subhead: ΕΝΘΟΥΣΙΩΔΕΙΣ ΕΚΔΗΛΩΣΕΙΣ ΕΙΣ ΛΑΡΙΣΣΑΝ, ΤΥΡΝΑΒΟΝ, ΚΑΖΑΚΛΑΡ, ΤΑΤΑΡ ΚΑΙ ΦΛΩΡΙΝΑΝ [513,200,1074,235]
article-subhead: Ο κ. ΚΟΝΔΥΛΗΣ ΑΠΕΙΛΕΙ ΟΤΙ ΘΑ ΠΡΟΒΗ ΕΙΣ ΑΠΟΛΥΣΕΙΣ [155,272,461,308]
paragraph: Ἀναφερόμενος εἰς τὰς δηλώσεις τῶν μοναρχικῶν ὁ κ. Παπαναστασίου εἶπεν ὅτι τὸ καθεστὼς δὲν κινδυνεύει καὶ ὅτι ὁ λαὸς θὰ ἀποφασίσῃ. [639,1368,789,1471]
paragraph: Αἱ γαλλικαὶ ἐφημερίδες ἀσχολοῦνται μὲ τὸ ζήτημα τῆς ἐπανόδου τοῦ Κάιζερ εἰς τὴν Γερμανίαν. [1270,2146,1419,2220]
paragraph: Κατὰ τηλεγραφήματα ἐκ Παρισίων ἡ Γαλλικὴ Κυβέρνησις ἐξετάζει τὸ ζήτημα τῆς ἐξοφλήσεως τῶν χρεῶν πρὸς τὴν Ἀμερικήν. [1117,1015,1261,1104]
paragraph: Μεταξὺ τῶν μοναρχικῶν ἐξερράγη ὀξεῖα διαφωνία διὰ τὸ ζήτημα τῶν συνδυασμῶν. [1117,2036,1261,2110]
subarticle-headline-2: ΕΙΣ ΤΗΝ ΚΑΡΔΙΤΣΑΝ [338,1214,444,1254]
column-divider [894,1502,895,1980]
paragraph: Κατὰ τηλεγραφήματα ὁ οἶκος Μόργκαν ἀνέλαβε τὴν χρηματοδότησιν τοῦ Βελγικοῦ Κράτους ὑπὸ ἐπαχθεῖς ὅρους. [1270,1202,1419,1291]
article-rallies [481,107,1105,770]
paragraph: Κατ' αὐτὴν ἔλαβον μέρος πολυπληθεῖς ἐργάται, ἀγρόται καὶ πρόσφυγες οἱ ὁποῖοι ἐξεδήλωσαν τὴν ἀγανάκτησίν των διὰ τὴν πολιτικὴν τῶν ἀστικῶν κομμάτων. [481,1017,631,1135]
paragraph: Ἡ συγκέντρωσις ἐψήφισε ψήφισμα διὰ τοῦ ὁποίου καλεῖ ὅλους τοὺς ἐργαζομένους νὰ ψηφίσουν τὸ Ἑνιαῖον Μέτωπον. [955,532,1105,621]
article-headline: ΟΙ ΜΟΝΑΡΧΙΚΟΙ ΚΑΙ ΤΟ ΚΑΘΕΣΤΩΤΙΚΟΝ [490,1152,1096,1181]
article-deck: Επιτέλους τηλεγραφικώς οἱ ὀργανώσεις νὰ λάβουν ὅλα τὰ μέτρα διὰ τὴν πλήρη ἐπιτυχίαν [146,235,470,266]
paragraph: Ἐξερράγη εἰς τὰ μεταλλεῖα πυρκαϊά, καθ' ἣν ἐφονεύθησαν 16 ἐργάται. [1270,1909,1419,1969]
section-title-right: ΤΟΥ ΕΙΚΟΣΙΤΕΤΡΑΩΡΟΥ [1138,55,1427,79]
article-headline: Η ΧΘΕΣΙΝΗ ΣΥΓΚΕΝΤΡΩΣΙΣ [216,1102,399,1153]
paragraph: Παρὰ τὰ ληφθέντα ὑπὸ τῆς Κυβερνήσεως μέτρα καὶ τὰς ἀπειλὰς τοῦ κ. Κονδύλη, ἡ ἀπεργία ἐσημείωσε πλήρη ἐπιτυχίαν καθ' ὅλην τὴν χώραν. [313,858,470,962]
subheading: Δηλώσεις τοῦ κ. Κονδύλη [981,1338,1079,1368]
subarticle-headline-2: ΠΡΟΣ ΤΗΝ ΑΜΕΡΙΚΗΝ [1150,761,1228,796]
